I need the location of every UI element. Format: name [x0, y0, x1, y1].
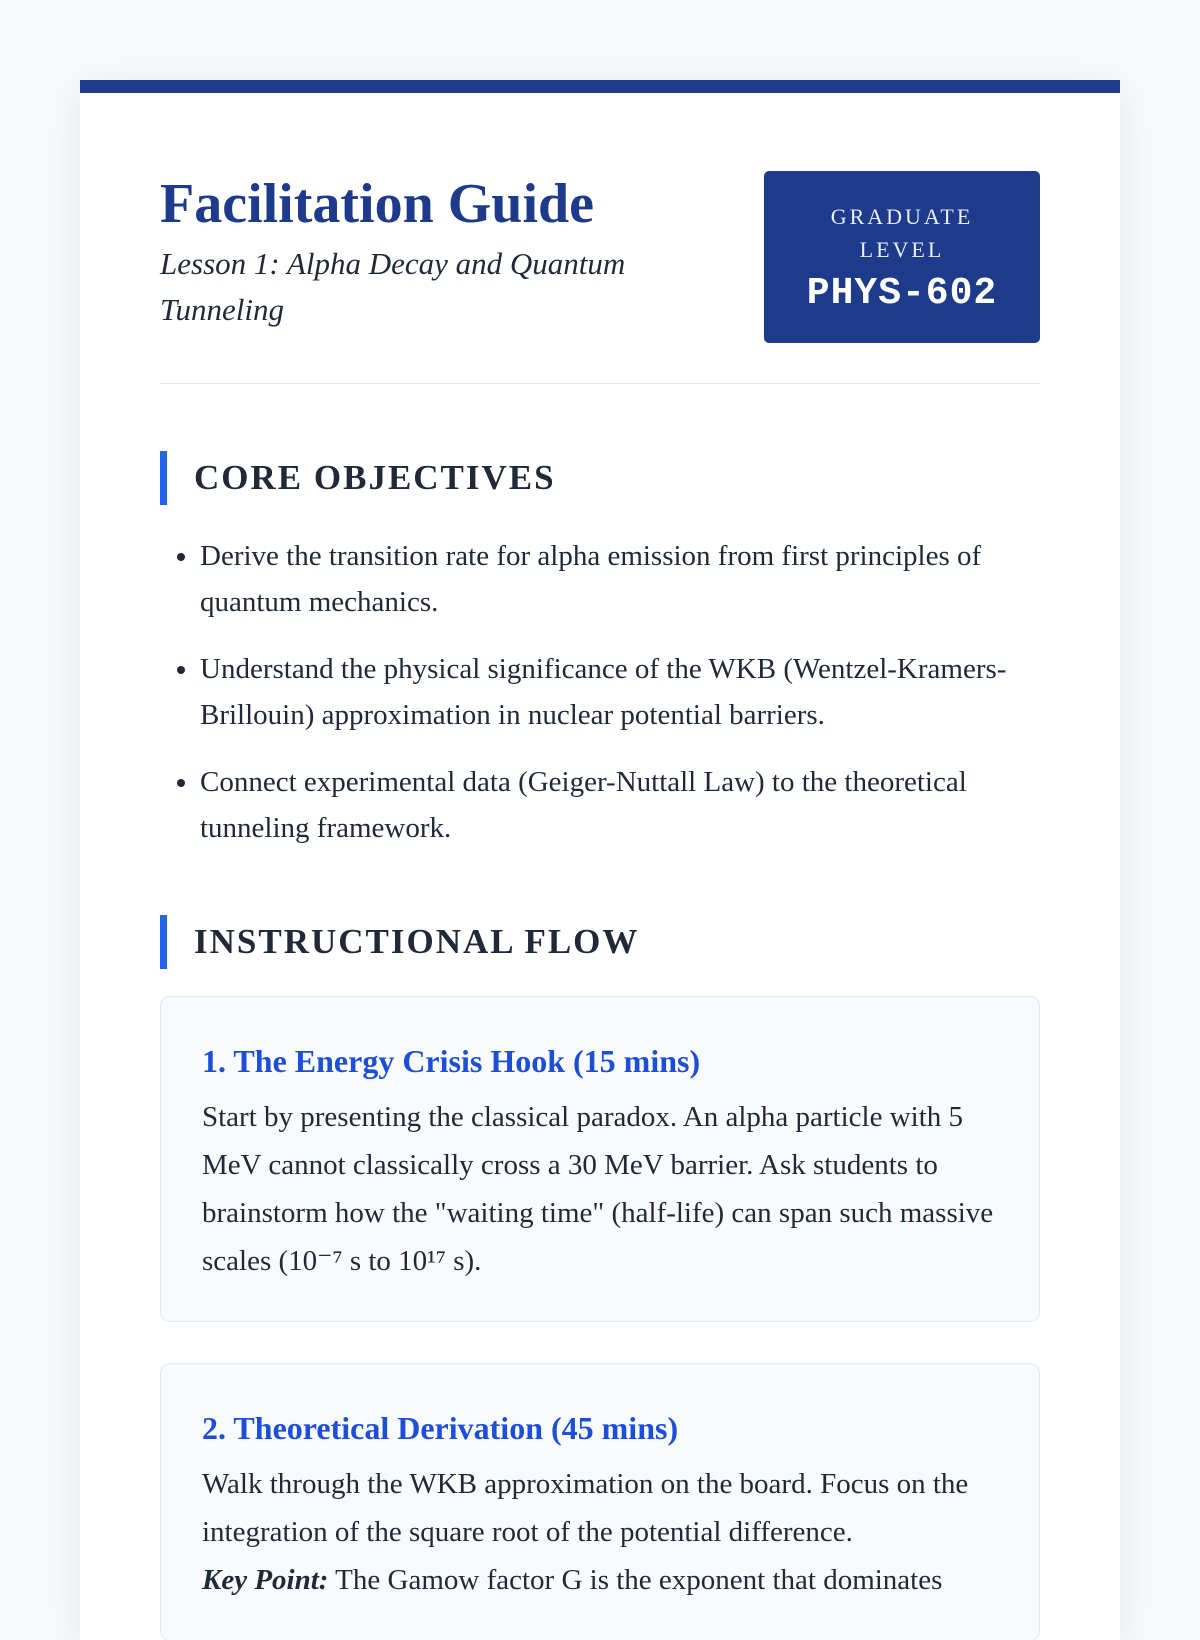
step-description: Walk through the WKB approximation on the board. Focus on the integration of the square root of the potential difference.: [202, 1468, 969, 1548]
title-block: [160, 171, 720, 333]
objective-item: • Understand the physical significance of the WKB (Wentzel-Kramers-Brillouin) approximation in nuclear potential barriers.: [200, 646, 1040, 738]
page-title: Facilitation Guide: [160, 173, 594, 235]
step-title: 2. Theoretical Derivation (45 mins): [202, 1410, 679, 1446]
core-objectives-heading: CORE OBJECTIVES: [160, 451, 1040, 505]
page-header: [160, 171, 1040, 384]
instructional-flow-section: [160, 915, 1040, 1640]
objective-item: • Derive the transition rate for alpha emission from first principles of quantum mechanics.: [200, 533, 1040, 625]
flow-step-card: [160, 996, 1040, 1322]
flow-step-card: [160, 1363, 1040, 1640]
course-code: PHYS-602: [806, 271, 998, 315]
objective-item: • Connect experimental data (Geiger-Nuttall Law) to the theoretical tunneling framework.: [200, 759, 1040, 851]
core-objectives-section: [160, 451, 1040, 851]
key-point-label: Key Point:: [202, 1564, 329, 1596]
step-description: Start by presenting the classical paradox. An alpha particle with 5 MeV cannot classically cross a 30 MeV barrier. Ask students to brainstorm how the "waiting time" (half-life) can span such massive scales (10⁻⁷ s to 10¹⁷ s).: [202, 1101, 994, 1277]
objectives-list: [160, 533, 1040, 851]
course-badge: [764, 171, 1040, 343]
step-title: 1. The Energy Crisis Hook (15 mins): [202, 1043, 701, 1079]
key-point-text: The Gamow factor G is the exponent that dominates: [328, 1564, 943, 1596]
instructional-flow-heading: INSTRUCTIONAL FLOW: [160, 915, 1040, 969]
key-point: [202, 1556, 999, 1604]
guide-page: [80, 80, 1120, 1640]
lesson-subtitle: Lesson 1: Alpha Decay and Quantum Tunneling: [160, 246, 626, 327]
course-level-label: GRADUATE LEVEL: [830, 203, 974, 262]
